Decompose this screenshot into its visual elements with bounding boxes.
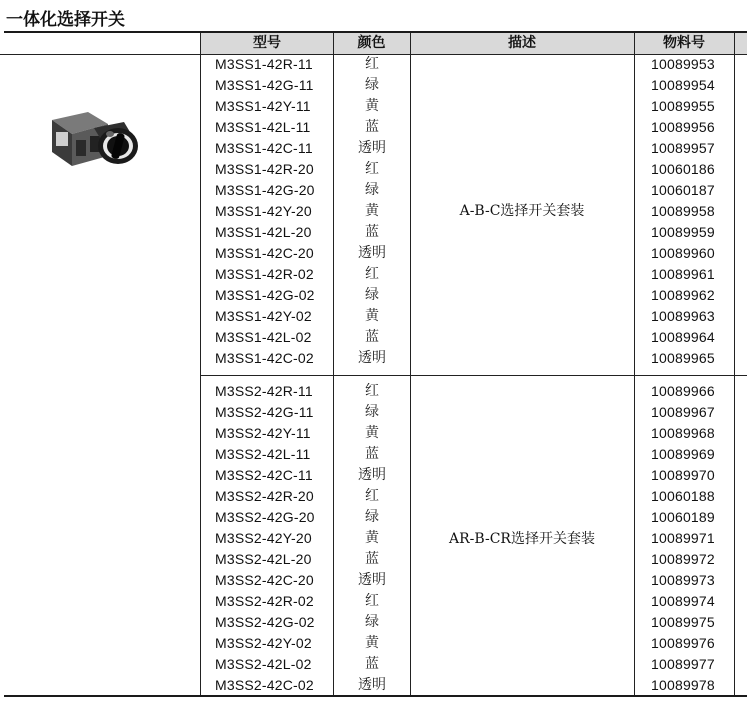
- part-number-cell: 10089969: [651, 446, 715, 462]
- part-number-cell: 10089957: [651, 140, 715, 156]
- part-number-cell: 10089968: [651, 425, 715, 441]
- model-cell: M3SS1-42R-20: [215, 161, 314, 177]
- bottom-rule: [4, 695, 747, 697]
- part-number-cell: 10089959: [651, 224, 715, 240]
- color-cell: 绿: [365, 287, 379, 303]
- table-row: [0, 654, 747, 675]
- table-row: [0, 54, 747, 75]
- model-cell: M3SS1-42L-02: [215, 329, 312, 345]
- header-description: 描述: [508, 35, 536, 51]
- table-row: [0, 348, 747, 369]
- table-row: [0, 402, 747, 423]
- color-cell: 蓝: [365, 446, 379, 462]
- model-cell: M3SS1-42C-11: [215, 140, 313, 156]
- table-row: [0, 612, 747, 633]
- part-number-cell: 10089973: [651, 572, 715, 588]
- table-row: [0, 264, 747, 285]
- color-cell: 蓝: [365, 224, 379, 240]
- color-cell: 红: [365, 56, 379, 72]
- header-color: 颜色: [357, 35, 386, 51]
- part-number-cell: 10089964: [651, 329, 715, 345]
- model-cell: M3SS2-42L-20: [215, 551, 312, 567]
- part-number-cell: 10089978: [651, 677, 715, 693]
- part-number-cell: 10089972: [651, 551, 715, 567]
- part-number-cell: 10089958: [651, 203, 715, 219]
- color-cell: 红: [365, 161, 379, 177]
- part-number-cell: 10060189: [651, 509, 715, 525]
- part-number-cell: 10060186: [651, 161, 715, 177]
- part-number-cell: 10089955: [651, 98, 715, 114]
- color-cell: 蓝: [365, 656, 379, 672]
- model-cell: M3SS2-42G-20: [215, 509, 315, 525]
- table-row: [0, 381, 747, 402]
- model-cell: M3SS1-42R-02: [215, 266, 314, 282]
- group-1-description: A-B-C选择开关套装: [459, 203, 585, 219]
- model-cell: M3SS1-42Y-02: [215, 308, 312, 324]
- model-cell: M3SS1-42L-20: [215, 224, 312, 240]
- part-number-cell: 10089965: [651, 350, 715, 366]
- model-cell: M3SS2-42Y-02: [215, 635, 312, 651]
- color-cell: 透明: [358, 467, 386, 483]
- part-number-cell: 10089970: [651, 467, 715, 483]
- part-number-cell: 10089961: [651, 266, 715, 282]
- color-cell: 透明: [358, 350, 386, 366]
- table-row: [0, 591, 747, 612]
- color-cell: 蓝: [365, 551, 379, 567]
- model-cell: M3SS2-42C-02: [215, 677, 314, 693]
- model-cell: M3SS1-42R-11: [215, 56, 313, 72]
- part-number-cell: 10089974: [651, 593, 715, 609]
- model-cell: M3SS1-42Y-11: [215, 98, 311, 114]
- model-cell: M3SS1-42G-20: [215, 182, 315, 198]
- model-cell: M3SS2-42C-20: [215, 572, 314, 588]
- model-cell: M3SS2-42R-11: [215, 383, 313, 399]
- color-cell: 蓝: [365, 329, 379, 345]
- header-part-number: 物料号: [663, 35, 705, 51]
- model-cell: M3SS2-42R-20: [215, 488, 314, 504]
- table-row: [0, 243, 747, 264]
- model-cell: M3SS2-42C-11: [215, 467, 313, 483]
- model-cell: M3SS1-42C-02: [215, 350, 314, 366]
- model-cell: M3SS1-42Y-20: [215, 203, 312, 219]
- color-cell: 透明: [358, 245, 386, 261]
- group-separator: [200, 375, 747, 376]
- model-cell: M3SS2-42L-02: [215, 656, 312, 672]
- model-cell: M3SS1-42C-20: [215, 245, 314, 261]
- part-number-cell: 10089956: [651, 119, 715, 135]
- color-cell: 绿: [365, 509, 379, 525]
- table-row: [0, 528, 747, 549]
- part-number-cell: 10089960: [651, 245, 715, 261]
- color-cell: 绿: [365, 77, 379, 93]
- table-row: [0, 285, 747, 306]
- table-row: [0, 444, 747, 465]
- part-number-cell: 10089976: [651, 635, 715, 651]
- part-number-cell: 10060187: [651, 182, 715, 198]
- model-cell: M3SS1-42G-11: [215, 77, 314, 93]
- part-number-cell: 10089954: [651, 77, 715, 93]
- model-cell: M3SS2-42G-02: [215, 614, 315, 630]
- model-cell: M3SS2-42G-11: [215, 404, 314, 420]
- part-number-cell: 10089971: [651, 530, 715, 546]
- part-number-cell: 10089966: [651, 383, 715, 399]
- model-cell: M3SS2-42L-11: [215, 446, 311, 462]
- model-cell: M3SS2-42Y-20: [215, 530, 312, 546]
- model-cell: M3SS2-42R-02: [215, 593, 314, 609]
- color-cell: 透明: [358, 677, 386, 693]
- color-cell: 黄: [365, 425, 379, 441]
- table-row: [0, 306, 747, 327]
- part-number-cell: 10089962: [651, 287, 715, 303]
- table-row: [0, 465, 747, 486]
- group-2-description: AR-B-CR选择开关套装: [449, 531, 595, 547]
- color-cell: 绿: [365, 182, 379, 198]
- table-row: [0, 633, 747, 654]
- table-row: [0, 675, 747, 696]
- color-cell: 黄: [365, 308, 379, 324]
- part-number-cell: 10089953: [651, 56, 715, 72]
- color-cell: 黄: [365, 203, 379, 219]
- table-row: [0, 486, 747, 507]
- table-row: [0, 159, 747, 180]
- model-cell: M3SS1-42G-02: [215, 287, 315, 303]
- part-number-cell: 10089967: [651, 404, 715, 420]
- color-cell: 红: [365, 266, 379, 282]
- table-row: [0, 570, 747, 591]
- model-cell: M3SS1-42L-11: [215, 119, 311, 135]
- table-row: [0, 75, 747, 96]
- table-row: [0, 96, 747, 117]
- part-number-cell: 10089977: [651, 656, 715, 672]
- part-number-cell: 10089963: [651, 308, 715, 324]
- table-header: [201, 33, 747, 54]
- table-row: [0, 327, 747, 348]
- table-row: [0, 117, 747, 138]
- color-cell: 透明: [358, 572, 386, 588]
- table-row: [0, 549, 747, 570]
- color-cell: 绿: [365, 404, 379, 420]
- color-cell: 黄: [365, 530, 379, 546]
- color-cell: 红: [365, 488, 379, 504]
- model-cell: M3SS2-42Y-11: [215, 425, 311, 441]
- table-row: [0, 180, 747, 201]
- color-cell: 蓝: [365, 119, 379, 135]
- color-cell: 黄: [365, 635, 379, 651]
- part-number-cell: 10089975: [651, 614, 715, 630]
- table-row: [0, 423, 747, 444]
- part-number-cell: 10060188: [651, 488, 715, 504]
- table-row: [0, 201, 747, 222]
- table-row: [0, 138, 747, 159]
- color-cell: 红: [365, 383, 379, 399]
- section-title: 一体化选择开关: [6, 10, 125, 30]
- header-model: 型号: [253, 35, 281, 51]
- color-cell: 绿: [365, 614, 379, 630]
- color-cell: 透明: [358, 140, 386, 156]
- color-cell: 黄: [365, 98, 379, 114]
- color-cell: 红: [365, 593, 379, 609]
- table-row: [0, 507, 747, 528]
- table-row: [0, 222, 747, 243]
